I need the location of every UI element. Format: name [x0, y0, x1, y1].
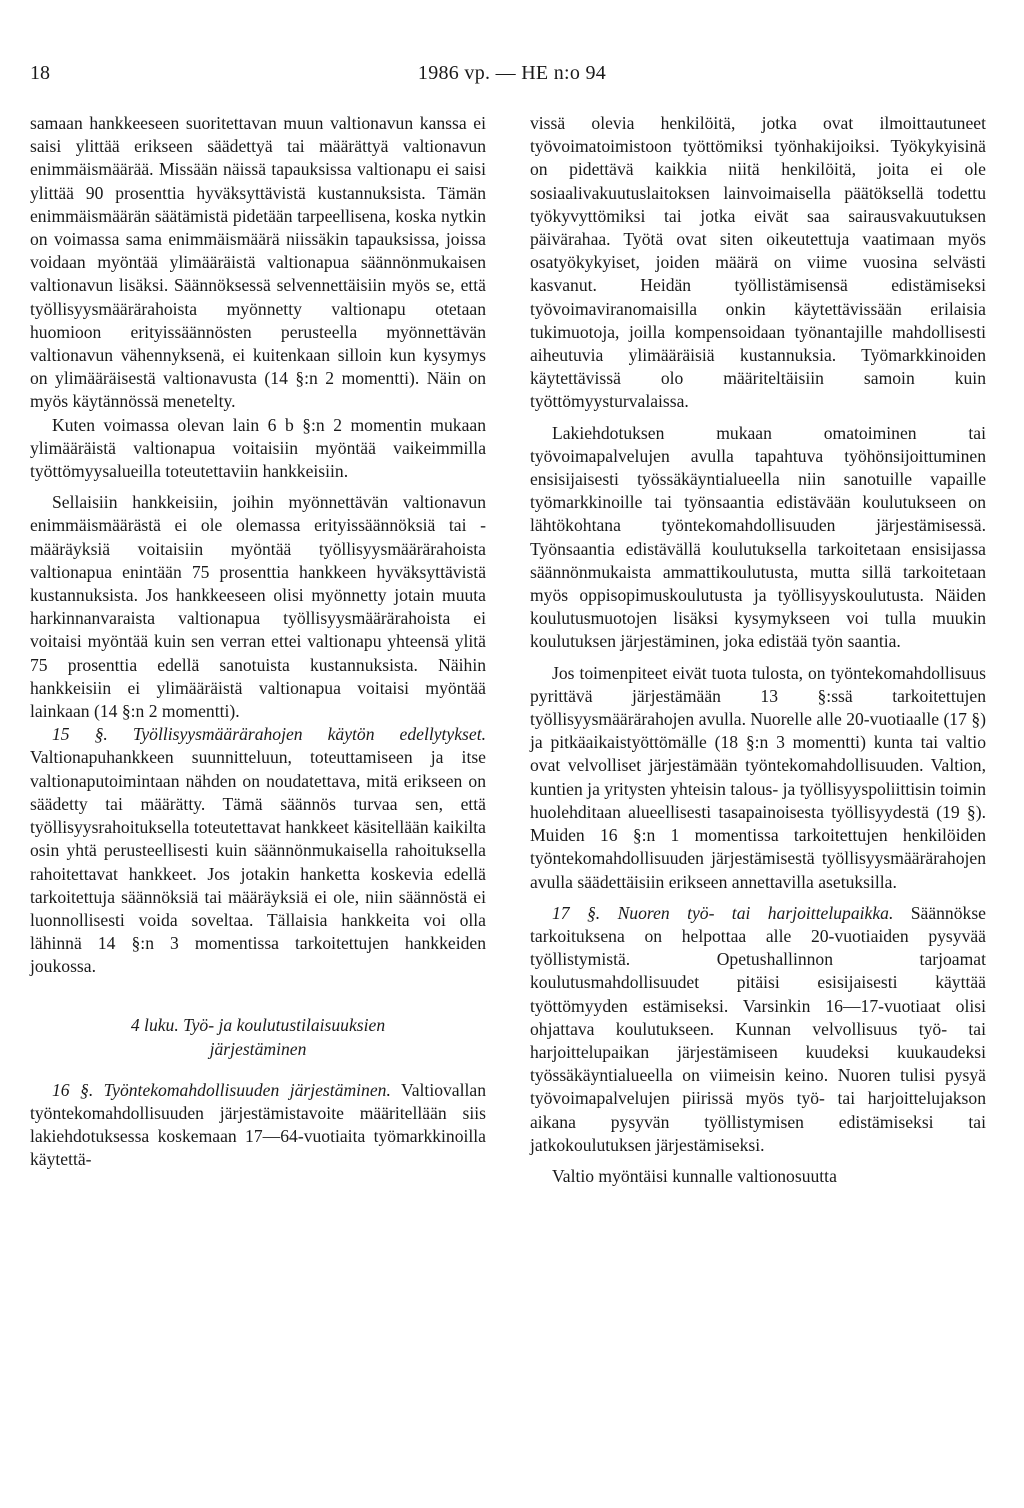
section-title: Työntekomahdollisuuden järjestäminen.	[103, 1079, 391, 1100]
page-number: 18	[30, 62, 50, 84]
section-text: Säännökse tarkoituksena on helpottaa alle 20-vuotiaiden pysyvää työllistymistä. Opetushallinnon tarjoamat koulutusmahdollisuudet pitäisi esisijaisesti käyttää työttömyyden estämiseksi. Varsinkin 16—17-vuotiaat olisi ohjattava koulutukseen. Kunnan velvollisuus työ- tai harjoittelupaikan järjestämiseen kuudeksi kuukaudeksi työssäkäyntialueella on viimeisin keino. Nuoren tulisi pysyä työvoimapalvelujen piirissä myös työ- tai harjoittelujakson aikana pysyvän työllistymisen edistämiseksi tai jatkokoulutuksen järjestämiseksi.	[530, 902, 986, 1155]
paragraph: samaan hankkeeseen suoritettavan muun valtionavun kanssa ei saisi ylittää erikseen säädettyä tai määrättyä valtionavun enimmäismäärää. Missään näissä tapauksissa valtionapu ei saisi ylittää 90 prosenttia hyväksyttävistä kustannuksista. Tämän enimmäismäärän säätämistä pidetään tarpeellisena, koska nytkin on voimassa sama enimmäismäärä niissäkin tapauksissa, joissa voidaan myöntää ylimääräistä valtionapua säännönmukaisen valtionavun lisäksi. Säännöksessä selvennettäisiin myös se, että työllisyysmäärärahoista myönnetty valtionapu otetaan huomioon erityissäännösten perusteella myönnettävän valtionavun vähennyksenä, ei kuitenkaan silloin kun kysymys on ylimääräisestä valtionavusta (14 §:n 2 momentti). Näin on myös käytännössä menetelty.	[30, 113, 486, 412]
section-number: 15 §.	[52, 724, 108, 745]
section-number: 17 §.	[552, 902, 601, 923]
paragraph: Jos toimenpiteet eivät tuota tulosta, on työntekomahdollisuus pyrittävä järjestämään 13 §:ssä tarkoitettujen työllisyysmäärärahojen avulla. Nuorelle alle 20-vuotiaalle (17 §) ja pitkäaikaistyöttömälle (18 §:n 3 momentti) kunta tai valtio ovat velvolliset järjestämään työntekomahdollisuuden. Valtion, kuntien ja yritysten yhteisin talous- ja työllisyyspoliittisin toimin huolehditaan alueellisesti tasapainoisesta työllisyydestä (19 §). Muiden 16 §:n 1 momentissa tarkoitettujen henkilöiden työntekomahdollisuuden järjestämisestä työllisyysmäärärahojen avulla säädettäisiin erikseen annettavilla asetuksilla.	[530, 662, 986, 892]
section-text: Valtiovallan työntekomahdollisuuden järjestämistavoite määritellään siis lakiehdotuksessa koskemaan 17—64-vuotiaita työmarkkinoilla käytettä-	[30, 1079, 486, 1170]
chapter-heading-line2: järjestäminen	[209, 1038, 307, 1059]
left-column	[30, 112, 486, 1171]
page-header-title: 1986 vp. — HE n:o 94	[417, 62, 607, 84]
chapter-heading	[30, 1013, 486, 1061]
chapter-heading-line1: 4 luku. Työ- ja koulutustilaisuuksien	[130, 1014, 386, 1035]
paragraph: Sellaisiin hankkeisiin, joihin myönnettävän valtionavun enimmäismäärästä ei ole olemassa erityissäännöksiä tai -määräyksiä voitaisiin myöntää työllisyysmäärärahoista valtionapua enintään 75 prosenttia hankkeen hyväksyttävistä kustannuksista. Jos hankkeeseen olisi myönnetty jotain muuta harkinnanvaraista valtionapua työllisyysmäärärahoista ei voitaisi myöntää kuin sen verran ettei valtionapu yhteensä ylitä 75 prosenttia edellä sanotuista kustannuksista. Näihin hankkeisiin ei ylimääräistä valtionapua voitaisi myöntää lainkaan (14 §:n 2 momentti).	[30, 492, 486, 722]
paragraph: vissä olevia henkilöitä, jotka ovat ilmoittautuneet työvoimatoimistoon työttömiksi työnhakijoiksi. Työkykyisinä on pidettävä kaikkia niitä henkilöitä, joita ei ole sosiaalivakuutuslaitoksen lainvoimaisella päätöksellä todettu työkyvyttömiksi tai jotka eivät saa sairausvakuutuksen päivärahaa. Työtä ovat siten oikeutettuja vaatimaan myös osatyökykyiset, joiden määrä on viime vuosina selvästi kasvanut. Heidän työllistämisensä edistämiseksi työvoimaviranomaisilla onkin käytettävissään erilaisia tukimuotoja, joilla kompensoidaan työnantajille mahdollisesti aiheutuvia ylimääräisiä kustannuksia. Työmarkkinoiden käytettävissä olo määriteltäisiin samoin kuin työttömyysturvalaissa.	[530, 113, 986, 412]
paragraph: Kuten voimassa olevan lain 6 b §:n 2 momentin mukaan ylimääräistä valtionapua voitaisiin myöntää vaikeimmilla työttömyysalueilla toteutettaviin hankkeisiin.	[30, 414, 486, 482]
section-16	[30, 1079, 486, 1172]
section-title: Nuoren työ- tai harjoittelupaikka.	[617, 902, 894, 923]
section-title: Työllisyysmäärärahojen käytön edellytykset.	[132, 724, 486, 745]
section-15	[30, 723, 486, 978]
section-17	[530, 902, 986, 1157]
right-column	[530, 112, 986, 1188]
paragraph: Lakiehdotuksen mukaan omatoiminen tai työvoimapalvelujen avulla tapahtuva työhönsijoittuminen ensisijaisesti työssäkäyntialueella niin sanotuille vapaille työmarkkinoille tai työnsaantia edistävään koulutukseen on lähtökohtana työntekomahdollisuuden järjestämisessä. Työnsaantia edistävällä koulutuksella tarkoitetaan ensisijassa säännönmukaista ammattikoulutusta, mutta sillä tarkoitetaan myös oppisopimuskoulutusta ja työllisyyskoulutusta. Näiden koulutusmuotojen lisäksi kysymykseen voi tulla muukin koulutuksen järjestäminen, joka edistää työn saantia.	[530, 422, 986, 652]
section-text: Valtionapuhankkeen suunnitteluun, toteuttamiseen ja itse valtionaputoimintaan nähden on noudatettava, mitä erikseen on säädetty tai määrätty. Tämä säännös turvaa sen, että työllisyysrahoituksella toteutettavat hankkeet käsitellään kaikilta osin yhtä perusteellisesti kuin säännönmukaisella rahoituksella rahoitettavat hankkeet. Jos jotakin hanketta koskevia edellä tarkoitettuja säännöksiä tai määräyksiä ei ole, niin säännöstä ei luonnollisesti voida soveltaa. Tällaisia hankkeita voi olla lähinnä 14 §:n 3 momentissa tarkoitettujen hankkeiden joukossa.	[30, 747, 486, 977]
paragraph: Valtio myöntäisi kunnalle valtionosuutta	[552, 1165, 837, 1186]
section-number: 16 §.	[52, 1079, 94, 1100]
